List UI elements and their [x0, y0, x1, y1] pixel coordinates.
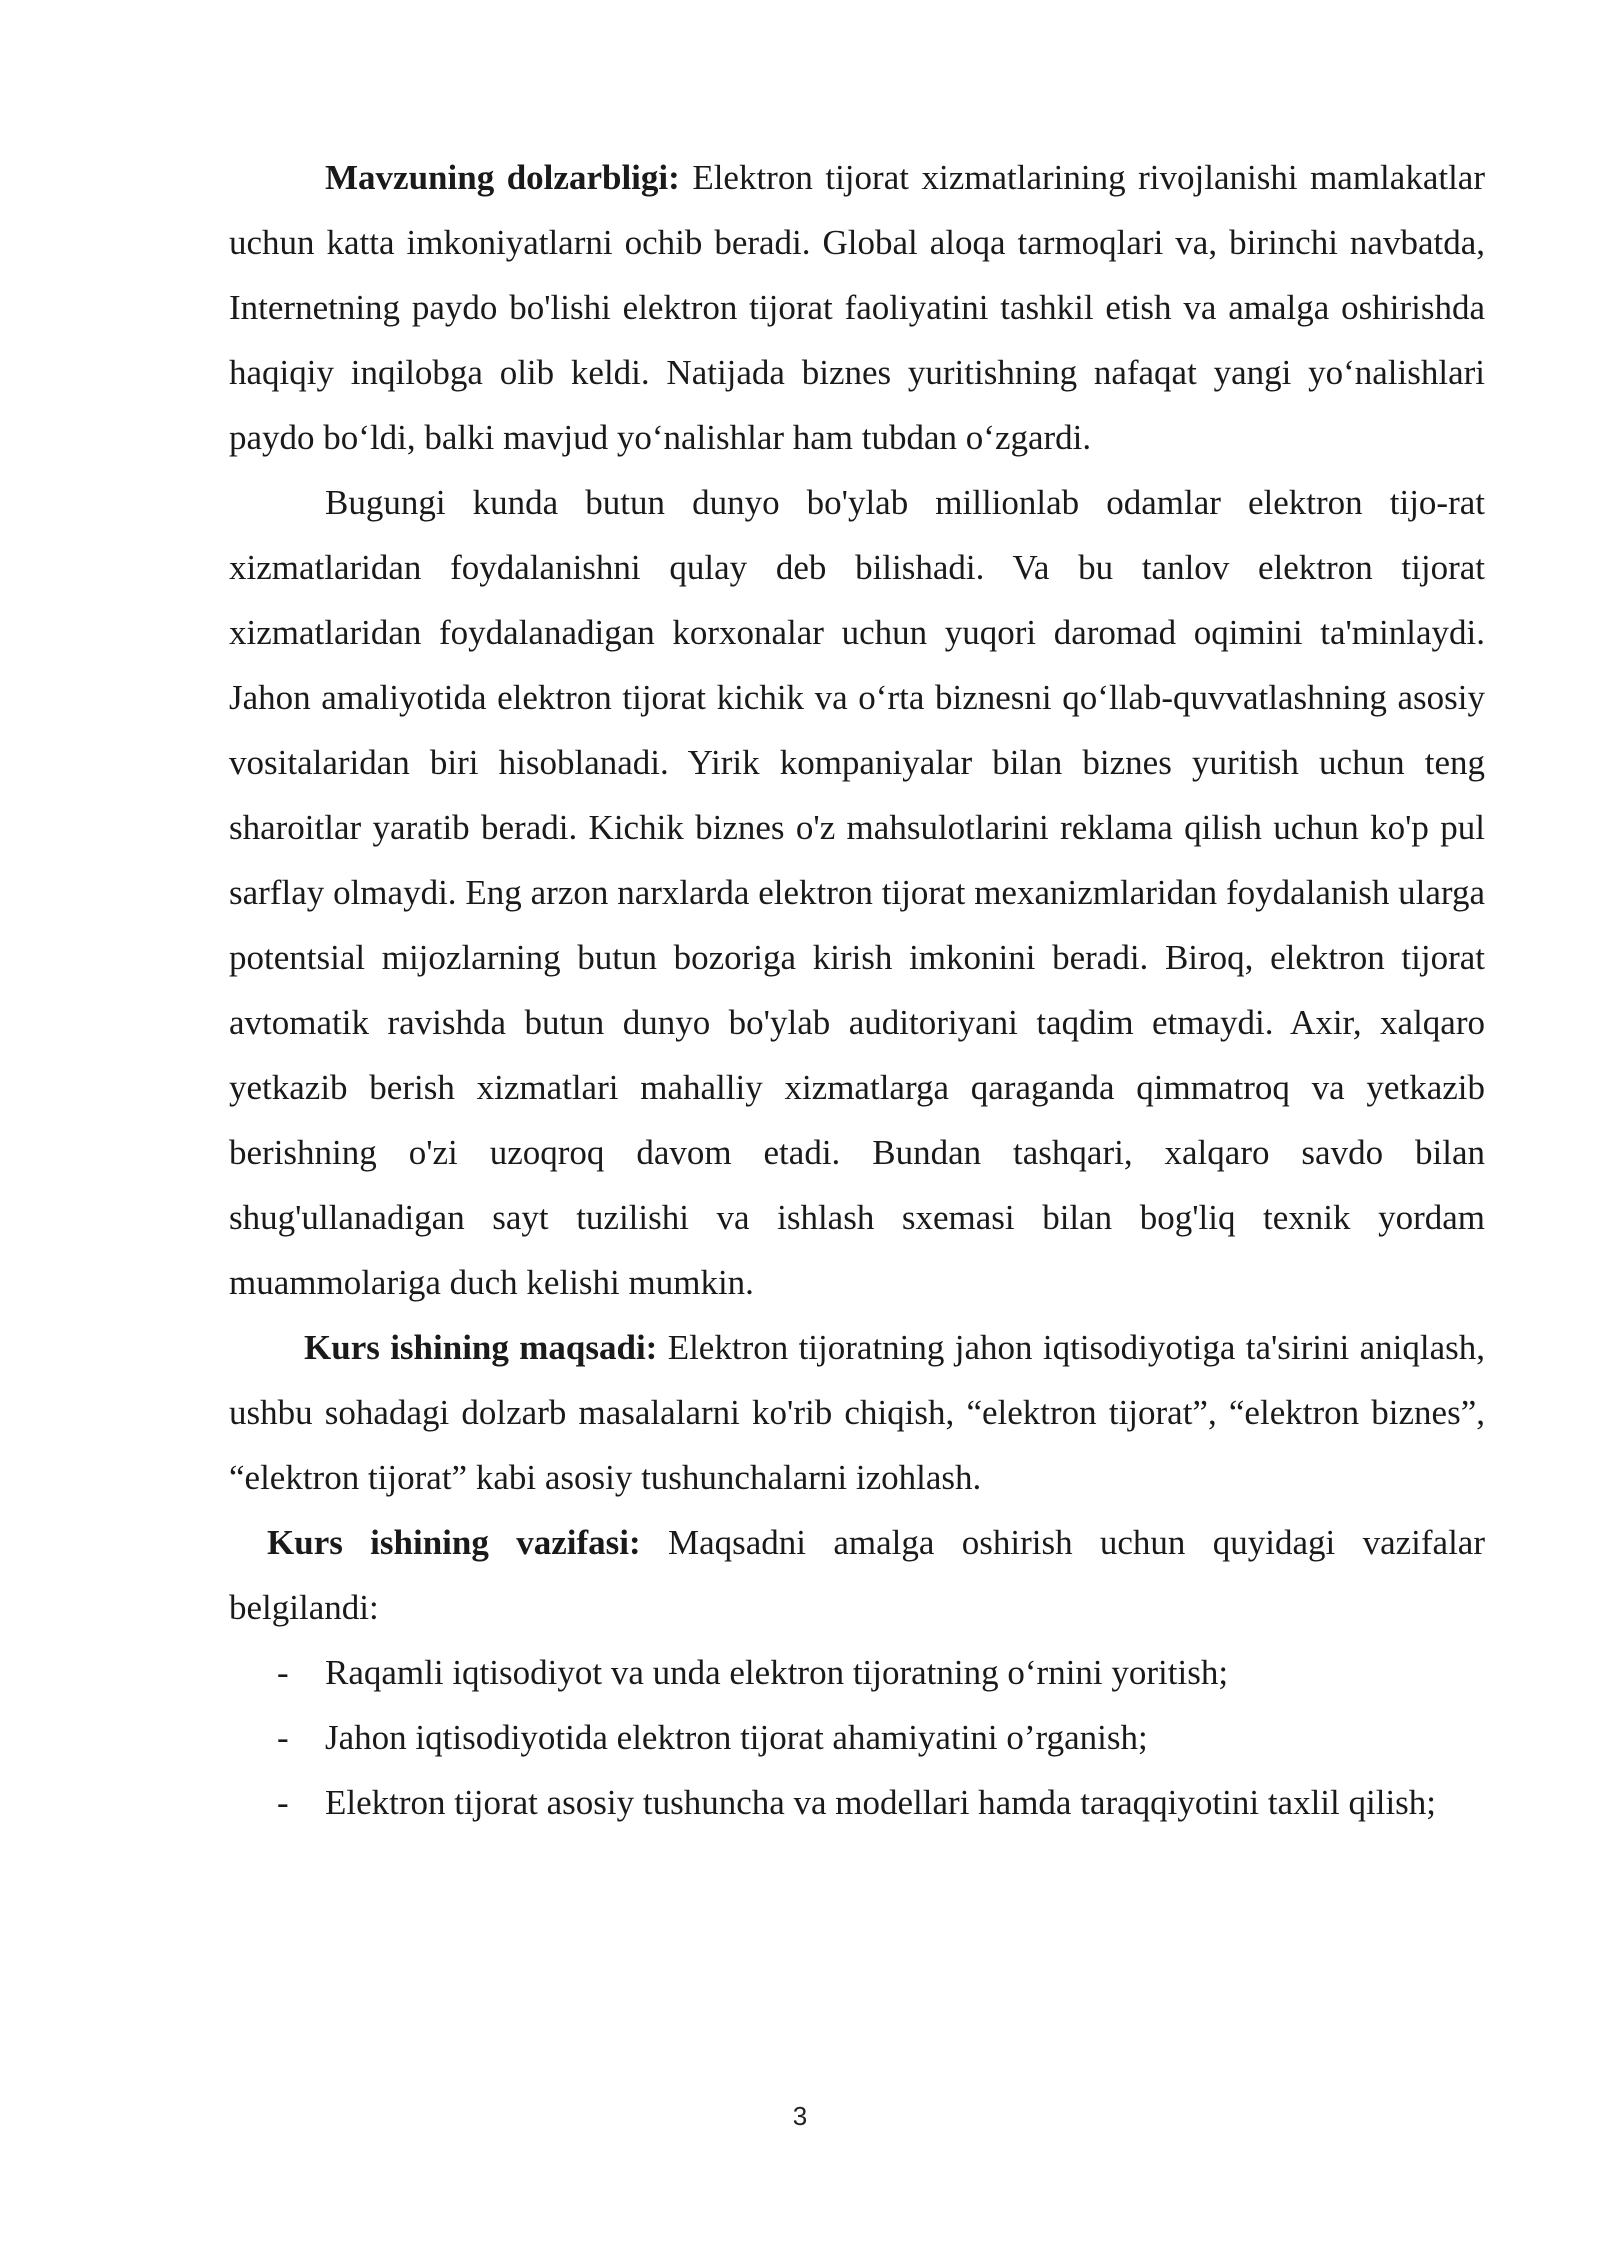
list-item [229, 1705, 1485, 1770]
list-item-text: Elektron tijorat asosiy tushuncha va modellari hamda taraqqiyotini taxlil qilish; [325, 1783, 1437, 1822]
paragraph-goal [229, 1315, 1485, 1510]
paragraph-text: Elektron tijoratning jahon iqtisodiyotiga ta'sirini aniqlash, ushbu sohadagi dolzarb masalalarni ko'rib chiqish, “elektron tijorat”, “elektron biznes”, “elektron tijorat” kabi asosiy tushunchalarni izohlash. [229, 1328, 1485, 1497]
list-item [229, 1640, 1485, 1705]
document-body [229, 145, 1485, 1835]
page-number: 3 [792, 2101, 808, 2131]
paragraph-text: Bugungi kunda butun dunyo bo'ylab millionlab odamlar elektron tijo-rat xizmatlaridan foydalanishni qulay deb bilishadi. Va bu tanlov elektron tijorat xizmatlaridan foydalanadigan korxonalar uchun yuqori daromad oqimini ta'minlaydi. Jahon amaliyotida elektron tijorat kichik va o‘rta biznesni qo‘llab-quvvatlashning asosiy vositalaridan biri hisoblanadi. Yirik kompaniyalar bilan biznes yuritish uchun teng sharoitlar yaratib beradi. Kichik biznes o'z mahsulotlarini reklama qilish uchun ko'p pul sarflay olmaydi. Eng arzon narxlarda elektron tijorat mexanizmlaridan foydalanish ularga potentsial mijozlarning butun bozoriga kirish imkonini beradi. Biroq, elektron tijorat avtomatik ravishda butun dunyo bo'ylab auditoriyani taqdim etmaydi. Axir, xalqaro yetkazib berish xizmatlari mahalliy xizmatlarga qaraganda qimmatroq va yetkazib berishning o'zi uzoqroq davom etadi. Bundan tashqari, xalqaro savdo bilan shug'ullanadigan sayt tuzilishi va ishlash sxemasi bilan bog'liq texnik yordam muammolariga duch kelishi mumkin. [229, 483, 1485, 1302]
list-item [229, 1770, 1485, 1835]
paragraph-lead: Kurs ishining maqsadi: [304, 1328, 658, 1367]
paragraph-text: Elektron tijorat xizmatlarining rivojlanishi mamlakatlar uchun katta imkoniyatlarni ochib beradi. Global aloqa tarmoqlari va, birinchi navbatda, Internetning paydo bo'lishi elektron tijorat faoliyatini tashkil etish va amalga oshirishda haqiqiy inqilobga olib keldi. Natijada biznes yuritishning nafaqat yangi yo‘nalishlari paydo bo‘ldi, balki mavjud yo‘nalishlar ham tubdan o‘zgardi. [229, 158, 1485, 457]
paragraph-lead: Mavzuning dolzarbligi: [325, 158, 680, 197]
paragraph-relevance [229, 145, 1485, 470]
paragraph-tasks-intro [229, 1510, 1485, 1640]
list-bullet: - [277, 1653, 289, 1692]
list-item-text: Raqamli iqtisodiyot va unda elektron tijoratning o‘rnini yoritish; [325, 1653, 1229, 1692]
list-item-text: Jahon iqtisodiyotida elektron tijorat ahamiyatini o’rganish; [325, 1718, 1148, 1757]
list-bullet: - [277, 1783, 289, 1822]
paragraph-lead: Kurs ishining vazifasi: [267, 1523, 641, 1562]
task-list [229, 1640, 1485, 1835]
paragraph-text: Maqsadni amalga oshirish uchun quyidagi vazifalar belgilandi: [229, 1523, 1485, 1627]
list-bullet: - [277, 1718, 289, 1757]
paragraph-body [229, 470, 1485, 1315]
